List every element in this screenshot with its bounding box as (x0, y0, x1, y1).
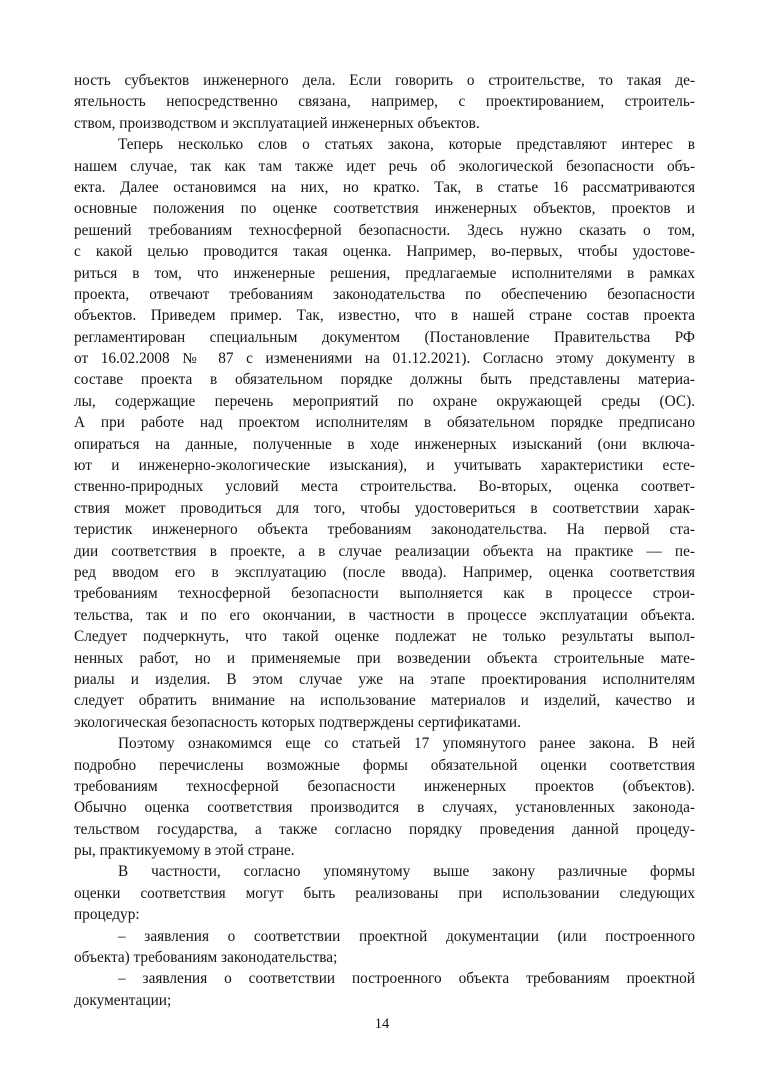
text-line: Поэтому ознакомимся еще со статьей 17 упомянутого ранее закона. В ней (118, 735, 695, 753)
text-line: требованиям техносферной безопасности выполняется как в процессе строи- (74, 585, 695, 603)
text-line: от 16.02.2008 № 87 с изменениями на 01.12.2021). Согласно этому документу в (74, 350, 695, 368)
text-line: лы, содержащие перечень мероприятий по охране окружающей среды (ОС). (74, 392, 695, 410)
text-line: риалы и изделия. В этом случае уже на этапе проектирования исполнителям (74, 670, 695, 688)
text-line: оценки соответствия могут быть реализованы при использовании следующих (74, 884, 695, 902)
text-line: ность субъектов инженерного дела. Если говорить о строительстве, то такая де- (74, 72, 695, 89)
text-line: основные положения по оценке соответствия инженерных объектов, проектов и (74, 200, 695, 218)
text-line: ствия может проводиться для того, чтобы удостовериться в соответствии харак- (74, 499, 695, 517)
list-item-line: – заявления о соответствии проектной документации (или построенного (118, 927, 695, 945)
text-line: Теперь несколько слов о статьях закона, которые представляют интерес в (118, 136, 695, 154)
text-line: проекта, отвечают требованиям законодательства по обеспечению безопасности (74, 285, 695, 303)
page-number: 14 (374, 1016, 390, 1032)
page-text (74, 70, 695, 1011)
text-line: Следует подчеркнуть, что такой оценке подлежат не только результаты выпол- (74, 628, 695, 646)
text-line: дии соответствия в проекте, а в случае реализации объекта на практике — пе- (74, 542, 695, 560)
text-line: тельством государства, а также согласно порядку проведения данной процеду- (74, 820, 695, 838)
text-line: ры, практикуемому в этой стране. (74, 842, 295, 860)
text-line: Обычно оценка соответствия производится в случаях, установленных законода- (74, 799, 695, 817)
text-line: ством, производством и эксплуатацией инженерных объектов. (74, 114, 480, 132)
list-item-line: – заявления о соответствии построенного объекта требованиям проектной (118, 970, 695, 988)
text-line: ственно-природных условий места строительства. Во-вторых, оценка соответ- (74, 478, 695, 496)
text-line: ред вводом его в эксплуатацию (после ввода). Например, оценка соответствия (74, 563, 695, 581)
list-item-line: объекта) требованиям законодательства; (74, 949, 338, 967)
text-line: решений требованиям техносферной безопасности. Здесь нужно сказать о том, (74, 221, 695, 239)
text-line: нашем случае, так как там также идет речь об экологической безопасности объ- (74, 157, 695, 175)
text-line: следует обратить внимание на использование материалов и изделий, качество и (74, 692, 695, 710)
text-line: В частности, согласно упомянутому выше закону различные формы (118, 863, 695, 881)
text-line: опираться на данные, полученные в ходе инженерных изысканий (они включа- (74, 435, 695, 453)
text-line: тельства, так и по его окончании, в частности в процессе эксплуатации объекта. (74, 606, 695, 624)
text-line: риться в том, что инженерные решения, предлагаемые исполнителями в рамках (74, 264, 695, 282)
text-line: с какой целью проводится такая оценка. Например, во-первых, чтобы удостове- (74, 243, 695, 261)
text-line: составе проекта в обязательном порядке должны быть представлены материа- (74, 371, 695, 389)
text-line: ют и инженерно-экологические изыскания), и учитывать характеристики есте- (74, 457, 695, 475)
text-line: подробно перечислены возможные формы обязательной оценки соответствия (74, 756, 695, 774)
text-line: экологическая безопасность которых подтверждены сертификатами. (74, 713, 521, 731)
text-line: екта. Далее остановимся на них, но кратко. Так, в статье 16 рассматриваются (74, 178, 695, 196)
text-line: теристик инженерного объекта требованиям законодательства. На первой ста- (74, 521, 695, 539)
text-line: А при работе над проектом исполнителям в обязательном порядке предписано (74, 414, 695, 432)
list-item-line: документации; (74, 991, 172, 1009)
text-line: объектов. Приведем пример. Так, известно, что в нашей стране состав проекта (74, 307, 695, 325)
text-line: требованиям техносферной безопасности инженерных проектов (объектов). (74, 777, 695, 795)
text-line: процедур: (74, 906, 140, 924)
text-line: ятельность непосредственно связана, например, с проектированием, строитель- (74, 93, 695, 111)
text-line: ненных работ, но и применяемые при возведении объекта строительные мате- (74, 649, 695, 667)
text-line: регламентирован специальным документом (Постановление Правительства РФ (74, 328, 695, 346)
